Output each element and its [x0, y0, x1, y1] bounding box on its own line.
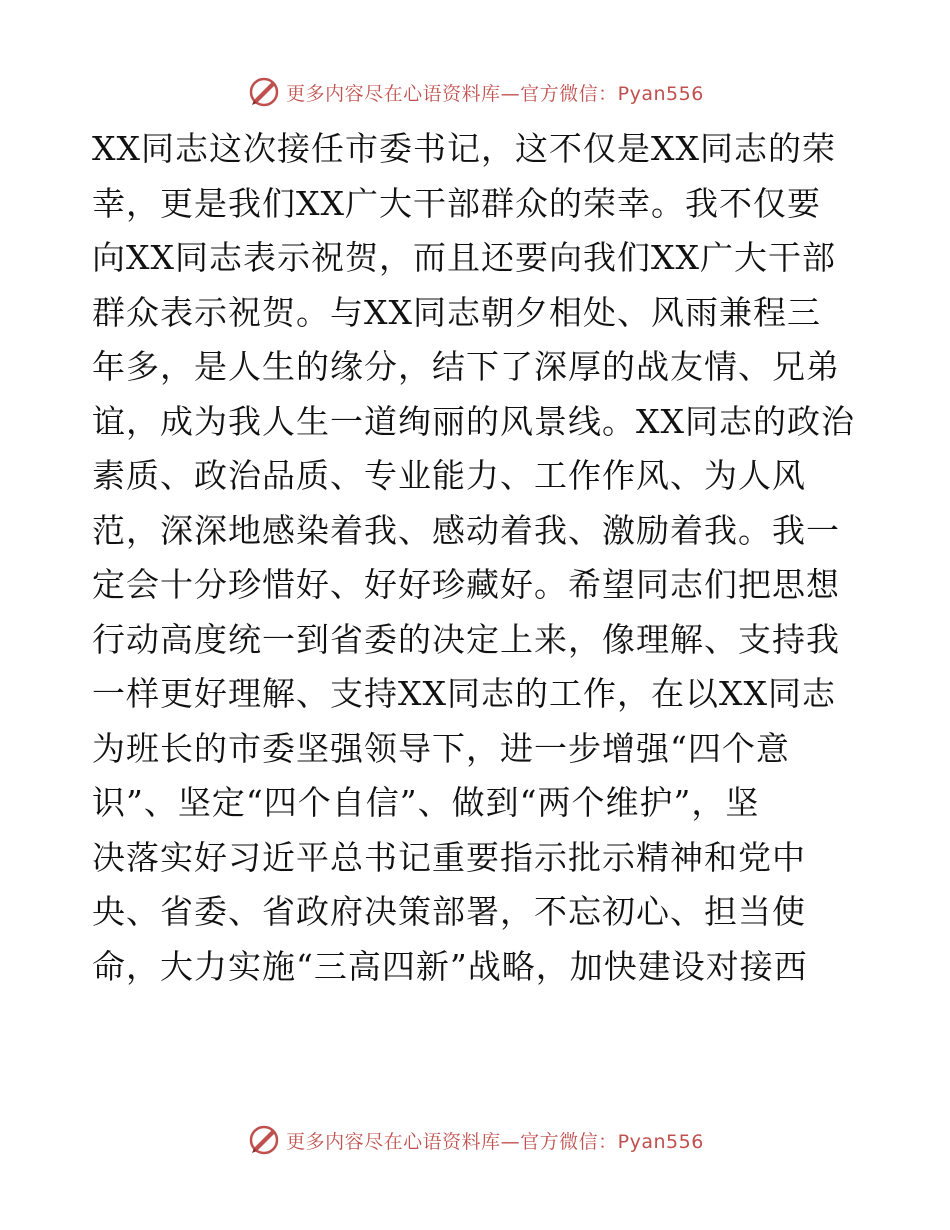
- pen-circle-logo-icon: [246, 1122, 282, 1158]
- body-line: 素质、政治品质、专业能力、工作作风、为人风: [92, 456, 806, 495]
- body-line: 年多，是人生的缘分，结下了深厚的战友情、兄弟: [92, 347, 840, 386]
- body-line: 向XX同志表示祝贺，而且还要向我们XX广大干部: [92, 238, 836, 277]
- document-body: [92, 122, 862, 994]
- footer-watermark: [0, 1120, 950, 1160]
- watermark-text: 更多内容尽在心语资料库—官方微信：Pyan556: [286, 82, 704, 105]
- body-line: 为班长的市委坚强领导下，进一步增强“四个意: [92, 728, 790, 768]
- header-watermark: [0, 72, 950, 112]
- body-line: 识”、坚定“四个自信”、做到“两个维护”，坚: [92, 783, 760, 822]
- body-line: 命，大力实施“三高四新”战略，加快建设对接西: [92, 946, 808, 986]
- pen-circle-logo-icon: [246, 74, 282, 110]
- body-line: XX同志这次接任市委书记，这不仅是XX同志的荣: [92, 129, 836, 168]
- body-line: 范，深深地感染着我、感动着我、激励着我。我一: [92, 510, 840, 550]
- body-line: 幸，更是我们XX广大干部群众的荣幸。我不仅要: [92, 183, 821, 223]
- body-line: 谊，成为我人生一道绚丽的风景线。XX同志的政治: [92, 401, 855, 441]
- watermark-text: 更多内容尽在心语资料库—官方微信：Pyan556: [286, 1130, 704, 1153]
- body-line: 决落实好习近平总书记重要指示批示精神和党中: [92, 837, 806, 877]
- body-line: 央、省委、省政府决策部署，不忘初心、担当使: [92, 892, 806, 931]
- body-line: 群众表示祝贺。与XX同志朝夕相处、风雨兼程三: [92, 292, 821, 332]
- body-line: 定会十分珍惜好、好好珍藏好。希望同志们把思想: [92, 565, 840, 604]
- body-line: 行动高度统一到省委的决定上来，像理解、支持我: [92, 619, 840, 659]
- body-line: 一样更好理解、支持XX同志的工作，在以XX同志: [92, 674, 836, 713]
